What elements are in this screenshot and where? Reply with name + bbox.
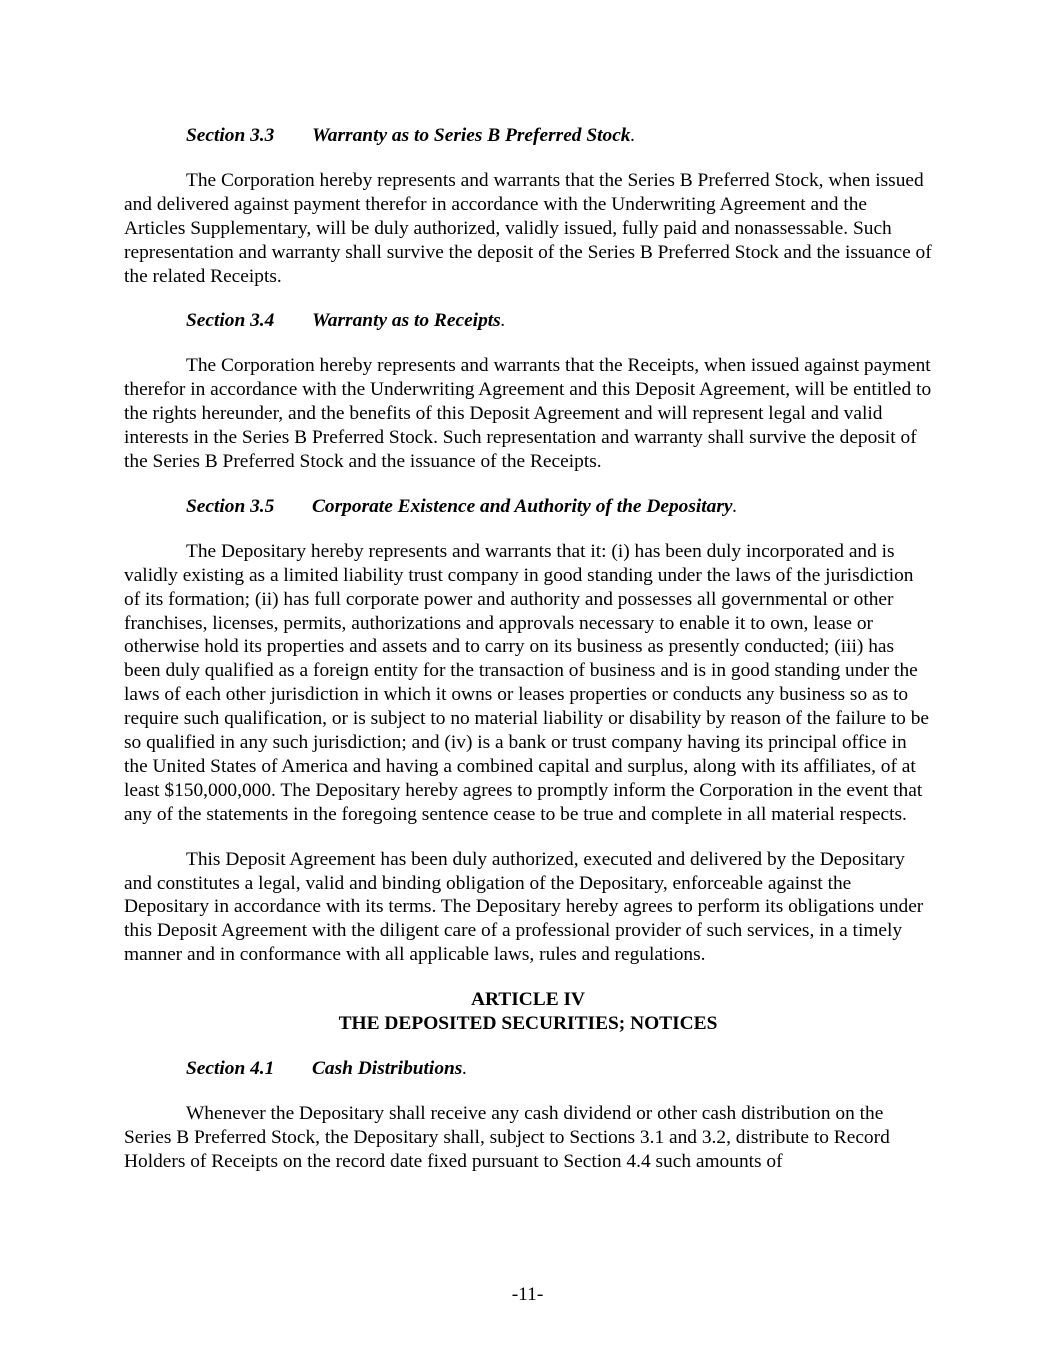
section-title: Cash Distributions bbox=[312, 1058, 463, 1079]
heading-period: . bbox=[462, 1058, 468, 1079]
heading-period: . bbox=[630, 125, 636, 146]
article-heading bbox=[124, 988, 932, 1036]
section-3-4-heading bbox=[124, 309, 932, 333]
section-3-5-paragraph-2: This Deposit Agreement has been duly authorized, executed and delivered by the Depositary and constitutes a legal, valid and binding obligation of the Depositary, enforceable against the Depositary in accordance with its terms. The Depositary hereby agrees to perform its obligations under this Deposit Agreement with the diligent care of a professional provider of such services, in a timely manner and in conformance with all applicable laws, rules and regulations. bbox=[124, 848, 924, 966]
section-3-5-paragraph-1: The Depositary hereby represents and warrants that it: (i) has been duly incorporated and is validly existing as a limited liability trust company in good standing under the laws of the jurisdiction of its formation; (ii) has full corporate power and authority and possesses all governmental or other franchises, licenses, permits, authorizations and approvals necessary to enable it to own, lease or otherwise hold its properties and assets and to carry on its business as presently conducted; (iii) has been duly qualified as a foreign entity for the transaction of business and is in good standing under the laws of each other jurisdiction in which it owns or leases properties or conducts any business so as to require such qualification, or is subject to no material liability or disability by reason of the failure to be so qualified in any such jurisdiction; and (iv) is a bank or trust company having its principal office in the United States of America and having a combined capital and surplus, along with its affiliates, of at least $150,000,000. The Depositary hereby agrees to promptly inform the Corporation in the event that any of the statements in the foregoing sentence cease to be true and complete in all material respects. bbox=[124, 540, 930, 825]
page-number: -11- bbox=[511, 1284, 544, 1305]
document-page bbox=[124, 124, 932, 1195]
section-title: Warranty as to Receipts bbox=[312, 310, 501, 332]
section-number: Section 3.5 bbox=[186, 495, 275, 517]
section-number: Section 4.1 bbox=[186, 1058, 275, 1079]
section-3-3-heading bbox=[124, 124, 932, 148]
section-3-5-heading bbox=[124, 495, 932, 519]
section-title: Warranty as to Series B Preferred Stock bbox=[312, 125, 631, 146]
heading-period: . bbox=[732, 495, 738, 517]
section-3-4-paragraph: The Corporation hereby represents and warrants that the Receipts, when issued against payment therefor in accordance with the Underwriting Agreement and this Deposit Agreement, will be entitled to the rights hereunder, and the benefits of this Deposit Agreement and will represent legal and valid interests in the Series B Preferred Stock. Such representation and warranty shall survive the deposit of the Series B Preferred Stock and the issuance of the Receipts. bbox=[124, 355, 932, 472]
section-number: Section 3.4 bbox=[186, 310, 275, 332]
article-title: THE DEPOSITED SECURITIES; NOTICES bbox=[338, 1013, 718, 1035]
heading-period: . bbox=[500, 310, 506, 332]
section-4-1-paragraph: Whenever the Depositary shall receive any cash dividend or other cash distribution on the Series B Preferred Stock, the Depositary shall, subject to Sections 3.1 and 3.2, distribute to Record Holders of Receipts on the record date fixed pursuant to Section 4.4 such amounts of bbox=[124, 1102, 890, 1172]
section-title: Corporate Existence and Authority of the Depositary bbox=[312, 495, 733, 517]
section-number: Section 3.3 bbox=[186, 125, 275, 146]
section-4-1-heading bbox=[124, 1057, 932, 1081]
article-number: ARTICLE IV bbox=[470, 989, 586, 1011]
section-3-3-paragraph: The Corporation hereby represents and warrants that the Series B Preferred Stock, when issued and delivered against payment therefor in accordance with the Underwriting Agreement and the Articles Supplementary, will be duly authorized, validly issued, fully paid and nonassessable. Such representation and warranty shall survive the deposit of the Series B Preferred Stock and the issuance of the related Receipts. bbox=[124, 169, 932, 287]
